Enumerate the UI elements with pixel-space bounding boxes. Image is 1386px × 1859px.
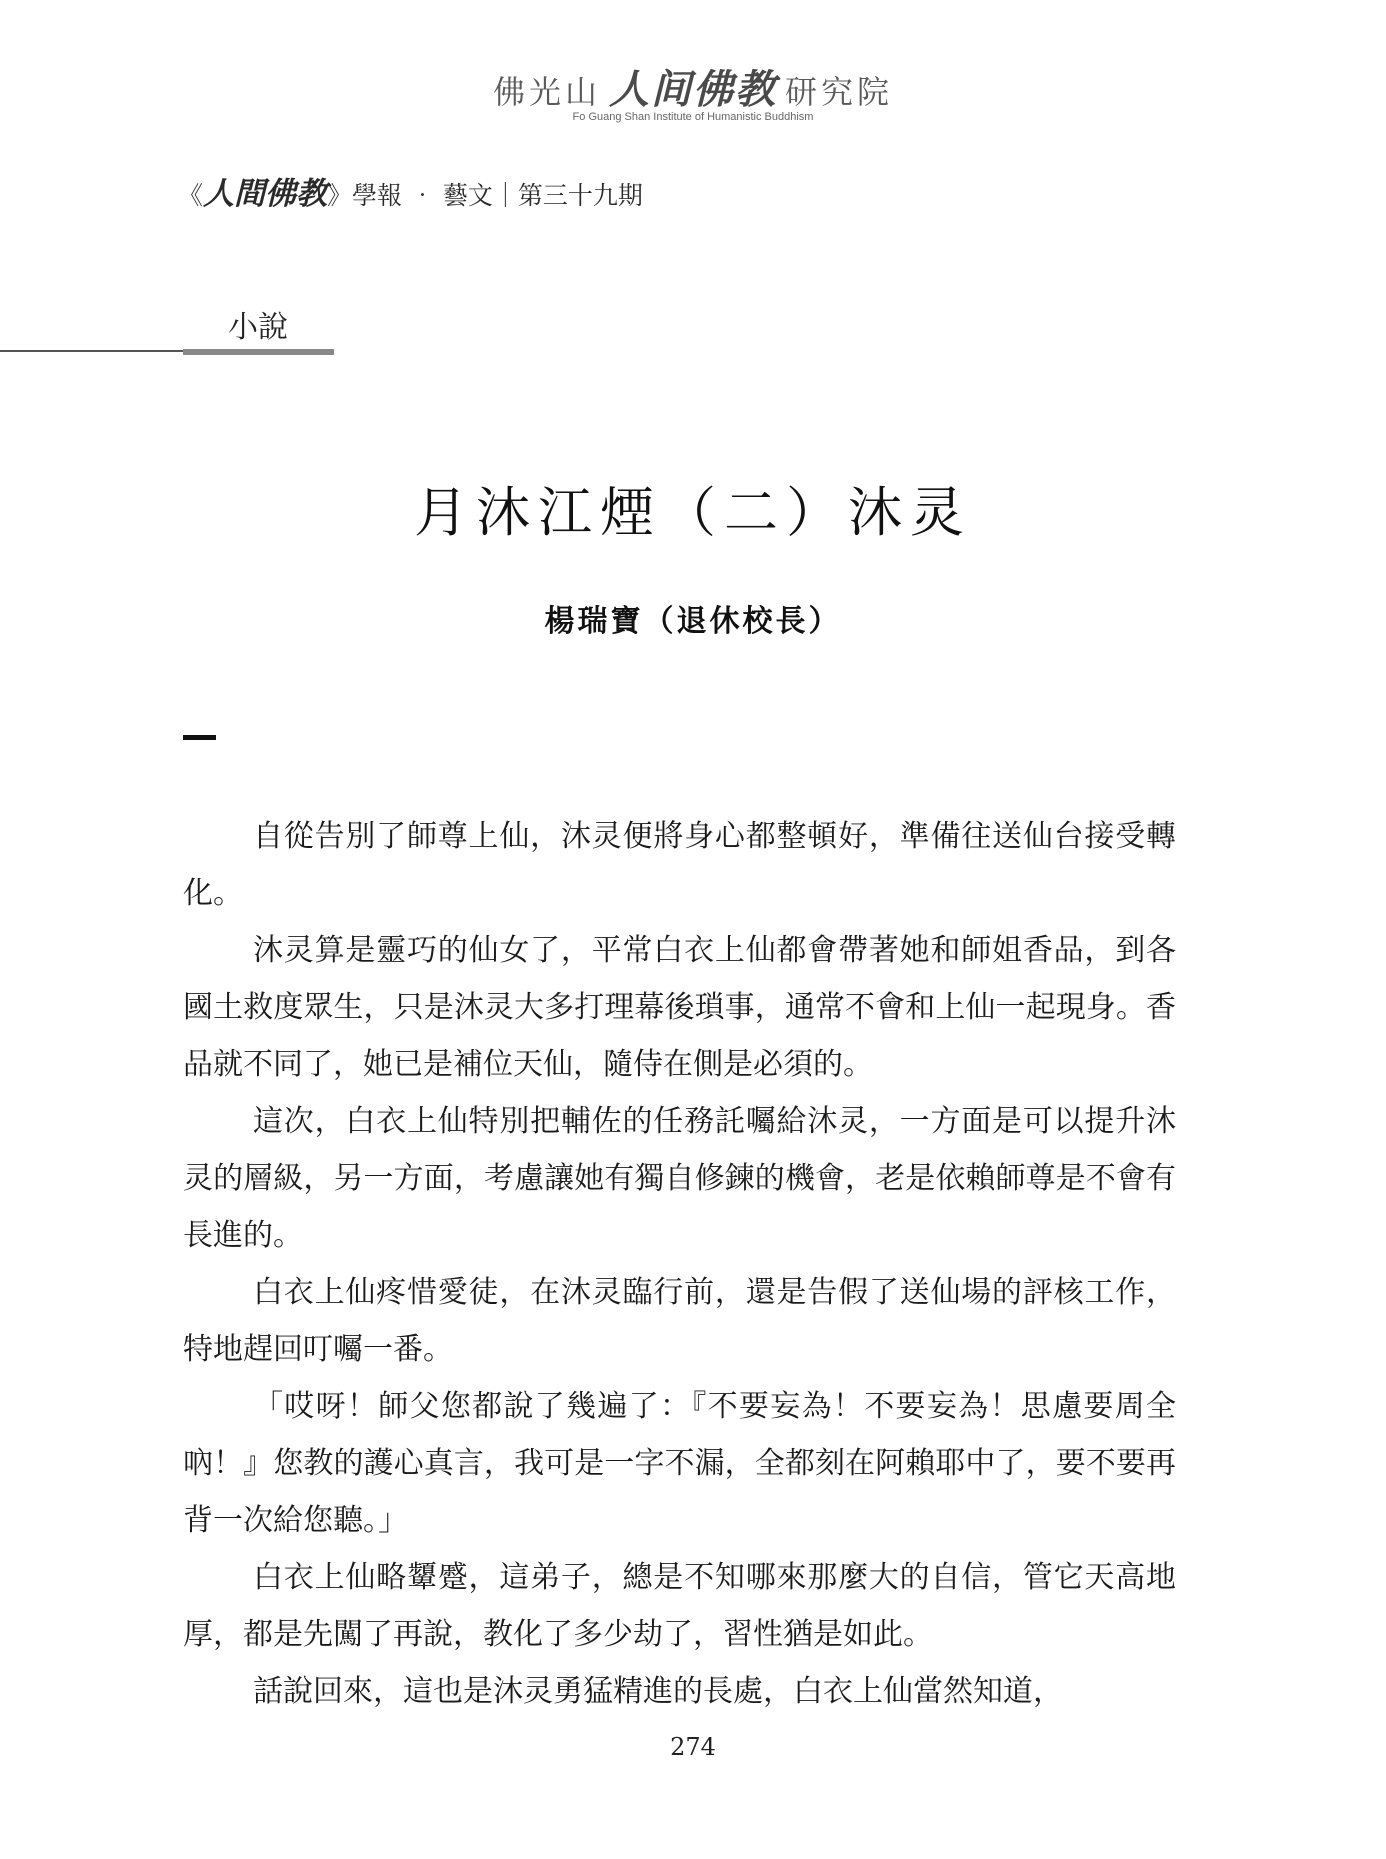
section-divider-accent xyxy=(183,349,334,355)
institute-english-name: Fo Guang Shan Institute of Humanistic Buddhism xyxy=(572,111,814,123)
paragraph: 白衣上仙疼惜愛徒，在沐灵臨行前，還是告假了送仙場的評核工作，特地趕回叮囑一番。 xyxy=(183,1276,1176,1366)
institute-logo-script: 人间佛教 xyxy=(609,66,777,113)
paragraph: 這次，白衣上仙特別把輔佐的任務託囑給沐灵，一方面是可以提升沐灵的層級，另一方面，考慮讓她有獨自修鍊的機會，老是依賴師尊是不會有長進的。 xyxy=(183,1105,1176,1252)
paragraph: 白衣上仙略顰蹙，這弟子，總是不知哪來那麼大的自信，管它天高地厚，都是先闖了再說，教化了多少劫了，習性猶是如此。 xyxy=(183,1561,1176,1651)
paragraph: 「哎呀！師父您都說了幾遍了：『不要妄為！不要妄為！思慮要周全吶！』您教的護心真言，我可是一字不漏，全都刻在阿賴耶中了，要不要再背一次給您聽。」 xyxy=(183,1390,1176,1537)
journal-script-title: 人間佛教 xyxy=(203,176,328,212)
institute-header xyxy=(0,58,1386,115)
paragraph: 沐灵算是靈巧的仙女了，平常白衣上仙都會帶著她和師姐香品，到各國土救度眾生，只是沐灵大多打理幕後瑣事，通常不會和上仙一起現身。香品就不同了，她已是補位天仙，隨侍在側是必須的。 xyxy=(183,934,1176,1081)
journal-issue-info: 》學報 ‧ 藝文｜第三十九期 xyxy=(327,181,643,210)
section-label: 小說 xyxy=(228,310,288,345)
institute-prefix: 佛光山 xyxy=(492,73,601,111)
article-title: 月沐江煙（二）沐灵 xyxy=(414,481,972,544)
article-body xyxy=(183,808,1176,1720)
article-author: 楊瑞寶（退休校長） xyxy=(544,604,842,639)
page-number: 274 xyxy=(670,1733,716,1761)
journal-running-head xyxy=(178,168,643,213)
chapter-number-one xyxy=(183,735,216,740)
journal-open-bracket: 《 xyxy=(178,181,204,210)
paragraph: 話說回來，這也是沐灵勇猛精進的長處，白衣上仙當然知道， xyxy=(253,1675,1063,1708)
paragraph: 自從告別了師尊上仙，沐灵便將身心都整頓好，準備往送仙台接受轉化。 xyxy=(183,820,1176,910)
institute-suffix: 研究院 xyxy=(785,73,894,111)
